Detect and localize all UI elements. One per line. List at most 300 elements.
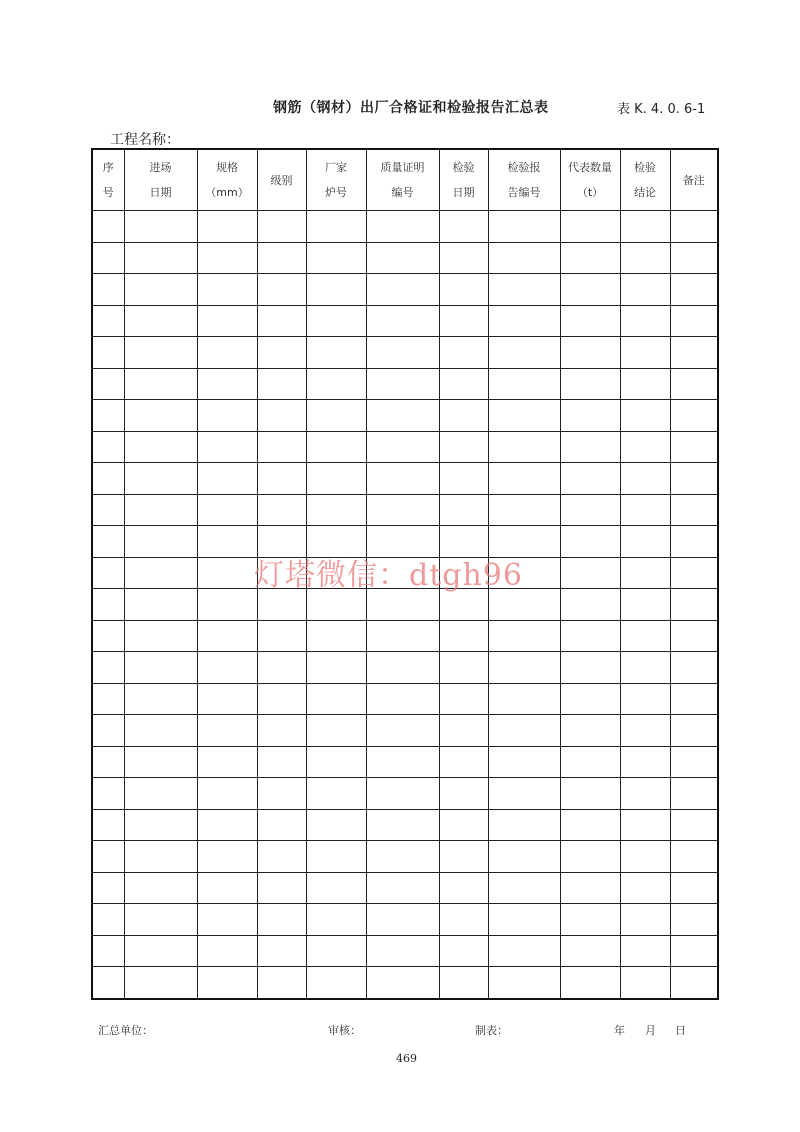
table-cell <box>197 337 257 369</box>
col-header-serial: 序 号 <box>92 149 124 211</box>
table-cell <box>620 935 670 967</box>
table-cell <box>670 368 718 400</box>
table-cell <box>488 494 560 526</box>
table-row <box>92 274 718 306</box>
table-cell <box>620 526 670 558</box>
table-cell <box>620 368 670 400</box>
table-cell <box>670 841 718 873</box>
table-cell <box>306 967 366 999</box>
table-cell <box>92 746 124 778</box>
table-cell <box>620 841 670 873</box>
table-cell <box>439 620 488 652</box>
table-cell <box>439 872 488 904</box>
table-cell <box>306 935 366 967</box>
table-cell <box>197 904 257 936</box>
table-cell <box>306 431 366 463</box>
table-cell <box>197 715 257 747</box>
table-cell <box>257 431 306 463</box>
table-cell <box>257 337 306 369</box>
table-cell <box>439 904 488 936</box>
col-header-grade: 级别 <box>257 149 306 211</box>
table-cell <box>488 463 560 495</box>
table-cell <box>620 620 670 652</box>
table-cell <box>124 526 197 558</box>
table-cell <box>306 841 366 873</box>
table-row <box>92 935 718 967</box>
table-cell <box>257 368 306 400</box>
table-cell <box>92 778 124 810</box>
table-cell <box>92 526 124 558</box>
table-cell <box>124 683 197 715</box>
table-cell <box>439 494 488 526</box>
table-cell <box>560 904 620 936</box>
table-cell <box>670 242 718 274</box>
table-cell <box>197 211 257 243</box>
table-cell <box>124 715 197 747</box>
table-cell <box>670 715 718 747</box>
col-header-test-conclusion: 检验 结论 <box>620 149 670 211</box>
col-header-test-report-no: 检验报 告编号 <box>488 149 560 211</box>
table-cell <box>439 778 488 810</box>
table-cell <box>197 652 257 684</box>
table-cell <box>488 778 560 810</box>
table-cell <box>439 715 488 747</box>
table-cell <box>560 242 620 274</box>
table-cell <box>306 683 366 715</box>
table-cell <box>670 557 718 589</box>
table-cell <box>124 494 197 526</box>
table-cell <box>124 431 197 463</box>
table-cell <box>488 715 560 747</box>
table-cell <box>124 211 197 243</box>
summary-unit-label: 汇总单位： <box>98 1024 153 1037</box>
table-cell <box>488 337 560 369</box>
table-cell <box>560 526 620 558</box>
table-cell <box>439 967 488 999</box>
table-cell <box>366 431 439 463</box>
table-cell <box>366 778 439 810</box>
table-cell <box>197 557 257 589</box>
table-cell <box>124 400 197 432</box>
table-cell <box>92 274 124 306</box>
table-cell <box>197 746 257 778</box>
date-month-label: 月 <box>645 1024 656 1037</box>
table-cell <box>197 526 257 558</box>
table-cell <box>560 683 620 715</box>
table-cell <box>366 620 439 652</box>
table-cell <box>366 967 439 999</box>
table-cell <box>670 337 718 369</box>
table-cell <box>488 935 560 967</box>
table-cell <box>366 242 439 274</box>
document-title: 钢筋（钢材）出厂合格证和检验报告汇总表 <box>273 100 549 116</box>
table-cell <box>488 305 560 337</box>
table-cell <box>92 683 124 715</box>
table-cell <box>306 274 366 306</box>
table-cell <box>488 242 560 274</box>
table-cell <box>439 305 488 337</box>
table-cell <box>257 778 306 810</box>
table-cell <box>197 620 257 652</box>
table-cell <box>670 809 718 841</box>
table-cell <box>306 242 366 274</box>
table-cell <box>366 494 439 526</box>
table-cell <box>439 652 488 684</box>
table-cell <box>488 620 560 652</box>
table-cell <box>560 872 620 904</box>
table-cell <box>560 431 620 463</box>
table-cell <box>92 494 124 526</box>
table-cell <box>560 557 620 589</box>
table-cell <box>366 337 439 369</box>
table-cell <box>560 778 620 810</box>
table-cell <box>670 589 718 621</box>
table-row <box>92 463 718 495</box>
table-cell <box>124 557 197 589</box>
table-cell <box>488 809 560 841</box>
table-cell <box>620 589 670 621</box>
table-cell <box>439 683 488 715</box>
table-cell <box>560 463 620 495</box>
table-row <box>92 872 718 904</box>
table-cell <box>306 904 366 936</box>
table-row <box>92 211 718 243</box>
table-cell <box>560 746 620 778</box>
table-cell <box>257 967 306 999</box>
table-cell <box>197 589 257 621</box>
table-cell <box>257 211 306 243</box>
table-cell <box>306 715 366 747</box>
col-header-entry-date: 进场 日期 <box>124 149 197 211</box>
table-cell <box>306 400 366 432</box>
table-cell <box>124 337 197 369</box>
table-cell <box>488 368 560 400</box>
table-cell <box>439 746 488 778</box>
table-cell <box>670 652 718 684</box>
table-cell <box>366 400 439 432</box>
col-header-quality-certificate-no: 质量证明 编号 <box>366 149 439 211</box>
table-cell <box>670 620 718 652</box>
table-cell <box>488 274 560 306</box>
table-row <box>92 305 718 337</box>
table-cell <box>92 337 124 369</box>
table-cell <box>488 400 560 432</box>
table-cell <box>124 463 197 495</box>
table-cell <box>670 431 718 463</box>
table-cell <box>257 463 306 495</box>
table-cell <box>366 652 439 684</box>
table-cell <box>560 211 620 243</box>
table-row <box>92 431 718 463</box>
table-cell <box>488 431 560 463</box>
table-cell <box>560 305 620 337</box>
table-cell <box>366 274 439 306</box>
table-cell <box>439 431 488 463</box>
table-cell <box>92 904 124 936</box>
table-cell <box>306 211 366 243</box>
table-cell <box>670 526 718 558</box>
table-cell <box>670 935 718 967</box>
table-cell <box>560 589 620 621</box>
table-cell <box>366 904 439 936</box>
table-cell <box>670 746 718 778</box>
table-cell <box>670 305 718 337</box>
table-cell <box>439 809 488 841</box>
project-name-label: 工程名称： <box>110 132 180 148</box>
table-cell <box>488 746 560 778</box>
table-cell <box>620 463 670 495</box>
table-cell <box>92 589 124 621</box>
table-cell <box>620 652 670 684</box>
table-cell <box>366 683 439 715</box>
table-cell <box>439 242 488 274</box>
table-cell <box>197 494 257 526</box>
table-cell <box>92 211 124 243</box>
table-cell <box>124 904 197 936</box>
table-cell <box>92 872 124 904</box>
table-cell <box>560 494 620 526</box>
table-cell <box>306 463 366 495</box>
table-cell <box>560 337 620 369</box>
table-cell <box>124 620 197 652</box>
table-cell <box>197 872 257 904</box>
table-cell <box>92 935 124 967</box>
table-cell <box>670 872 718 904</box>
table-cell <box>439 463 488 495</box>
table-cell <box>620 872 670 904</box>
col-header-specification: 规格 （mm） <box>197 149 257 211</box>
table-cell <box>488 211 560 243</box>
table-cell <box>124 746 197 778</box>
table-cell <box>197 274 257 306</box>
col-header-represented-quantity: 代表数量 （t） <box>560 149 620 211</box>
table-cell <box>197 400 257 432</box>
table-cell <box>620 211 670 243</box>
table-cell <box>92 431 124 463</box>
table-cell <box>92 305 124 337</box>
table-cell <box>488 683 560 715</box>
table-cell <box>197 683 257 715</box>
table-cell <box>306 337 366 369</box>
review-label: 审核： <box>328 1024 361 1037</box>
table-cell <box>197 935 257 967</box>
table-cell <box>366 211 439 243</box>
table-cell <box>439 400 488 432</box>
table-cell <box>124 589 197 621</box>
table-cell <box>306 746 366 778</box>
table-cell <box>257 400 306 432</box>
table-cell <box>560 620 620 652</box>
table-cell <box>257 872 306 904</box>
table-cell <box>124 652 197 684</box>
table-cell <box>620 683 670 715</box>
table-cell <box>92 557 124 589</box>
table-cell <box>670 683 718 715</box>
table-cell <box>257 904 306 936</box>
table-cell <box>560 841 620 873</box>
table-cell <box>124 778 197 810</box>
table-row <box>92 242 718 274</box>
table-cell <box>620 746 670 778</box>
table-cell <box>124 809 197 841</box>
table-cell <box>620 967 670 999</box>
table-cell <box>257 809 306 841</box>
page-number: 469 <box>396 1052 417 1065</box>
table-cell <box>124 368 197 400</box>
table-row <box>92 904 718 936</box>
table-row <box>92 683 718 715</box>
table-row <box>92 368 718 400</box>
table-cell <box>560 715 620 747</box>
table-cell <box>670 904 718 936</box>
table-cell <box>257 494 306 526</box>
table-cell <box>257 935 306 967</box>
table-row <box>92 494 718 526</box>
table-cell <box>92 463 124 495</box>
table-cell <box>124 841 197 873</box>
prepared-by-label: 制表： <box>475 1024 508 1037</box>
table-cell <box>306 872 366 904</box>
table-cell <box>488 904 560 936</box>
table-cell <box>124 274 197 306</box>
table-cell <box>92 652 124 684</box>
table-cell <box>306 305 366 337</box>
table-cell <box>560 967 620 999</box>
table-body <box>92 211 718 999</box>
table-cell <box>197 463 257 495</box>
table-cell <box>92 400 124 432</box>
table-cell <box>620 274 670 306</box>
table-cell <box>439 368 488 400</box>
table-row <box>92 967 718 999</box>
table-header-row <box>92 149 718 211</box>
table-cell <box>92 841 124 873</box>
table-row <box>92 400 718 432</box>
table-cell <box>366 305 439 337</box>
table-cell <box>257 652 306 684</box>
table-cell <box>92 368 124 400</box>
table-cell <box>560 809 620 841</box>
table-cell <box>488 841 560 873</box>
table-row <box>92 715 718 747</box>
table-cell <box>670 463 718 495</box>
table-cell <box>124 935 197 967</box>
table-cell <box>670 400 718 432</box>
table-cell <box>197 242 257 274</box>
table-cell <box>92 967 124 999</box>
table-cell <box>620 242 670 274</box>
table-cell <box>257 620 306 652</box>
table-cell <box>670 967 718 999</box>
table-cell <box>306 652 366 684</box>
table-cell <box>197 778 257 810</box>
table-cell <box>560 368 620 400</box>
table-cell <box>620 904 670 936</box>
table-cell <box>439 841 488 873</box>
table-cell <box>197 841 257 873</box>
table-cell <box>257 715 306 747</box>
table-cell <box>670 274 718 306</box>
table-cell <box>366 463 439 495</box>
table-cell <box>197 809 257 841</box>
table-cell <box>620 778 670 810</box>
table-cell <box>92 620 124 652</box>
table-cell <box>257 746 306 778</box>
table-cell <box>670 494 718 526</box>
table-row <box>92 778 718 810</box>
table-cell <box>306 494 366 526</box>
table-cell <box>306 620 366 652</box>
table-cell <box>92 715 124 747</box>
table-cell <box>124 967 197 999</box>
table-cell <box>366 841 439 873</box>
table-row <box>92 620 718 652</box>
table-cell <box>620 715 670 747</box>
table-cell <box>257 305 306 337</box>
table-cell <box>306 368 366 400</box>
table-cell <box>197 305 257 337</box>
table-cell <box>366 935 439 967</box>
table-cell <box>488 967 560 999</box>
table-cell <box>366 872 439 904</box>
table-cell <box>620 494 670 526</box>
watermark-text: 灯塔微信：dtgh96 <box>254 558 523 593</box>
table-cell <box>92 809 124 841</box>
table-cell <box>257 242 306 274</box>
table-cell <box>560 935 620 967</box>
table-cell <box>439 211 488 243</box>
table-cell <box>197 431 257 463</box>
table-row <box>92 809 718 841</box>
date-day-label: 日 <box>675 1024 686 1037</box>
table-number: 表 K. 4. 0. 6-1 <box>617 102 706 117</box>
col-header-manufacturer-heat-no: 厂家 炉号 <box>306 149 366 211</box>
table-cell <box>366 368 439 400</box>
table-cell <box>124 305 197 337</box>
table-cell <box>306 778 366 810</box>
col-header-remarks: 备注 <box>670 149 718 211</box>
table-row <box>92 337 718 369</box>
table-cell <box>366 809 439 841</box>
table-cell <box>257 683 306 715</box>
table-cell <box>670 778 718 810</box>
table-cell <box>560 274 620 306</box>
table-cell <box>92 242 124 274</box>
table-cell <box>620 557 670 589</box>
table-cell <box>439 337 488 369</box>
table-cell <box>257 841 306 873</box>
table-row <box>92 841 718 873</box>
table-row <box>92 746 718 778</box>
table-cell <box>560 652 620 684</box>
table-row <box>92 652 718 684</box>
table-cell <box>124 872 197 904</box>
table-cell <box>124 242 197 274</box>
table-cell <box>488 872 560 904</box>
table-cell <box>306 809 366 841</box>
table-cell <box>439 935 488 967</box>
table-cell <box>366 746 439 778</box>
table-cell <box>620 400 670 432</box>
table-cell <box>620 305 670 337</box>
table-cell <box>670 211 718 243</box>
table-cell <box>620 809 670 841</box>
table-cell <box>488 652 560 684</box>
date-year-label: 年 <box>614 1024 625 1037</box>
table-cell <box>620 337 670 369</box>
table-cell <box>197 967 257 999</box>
table-cell <box>197 368 257 400</box>
